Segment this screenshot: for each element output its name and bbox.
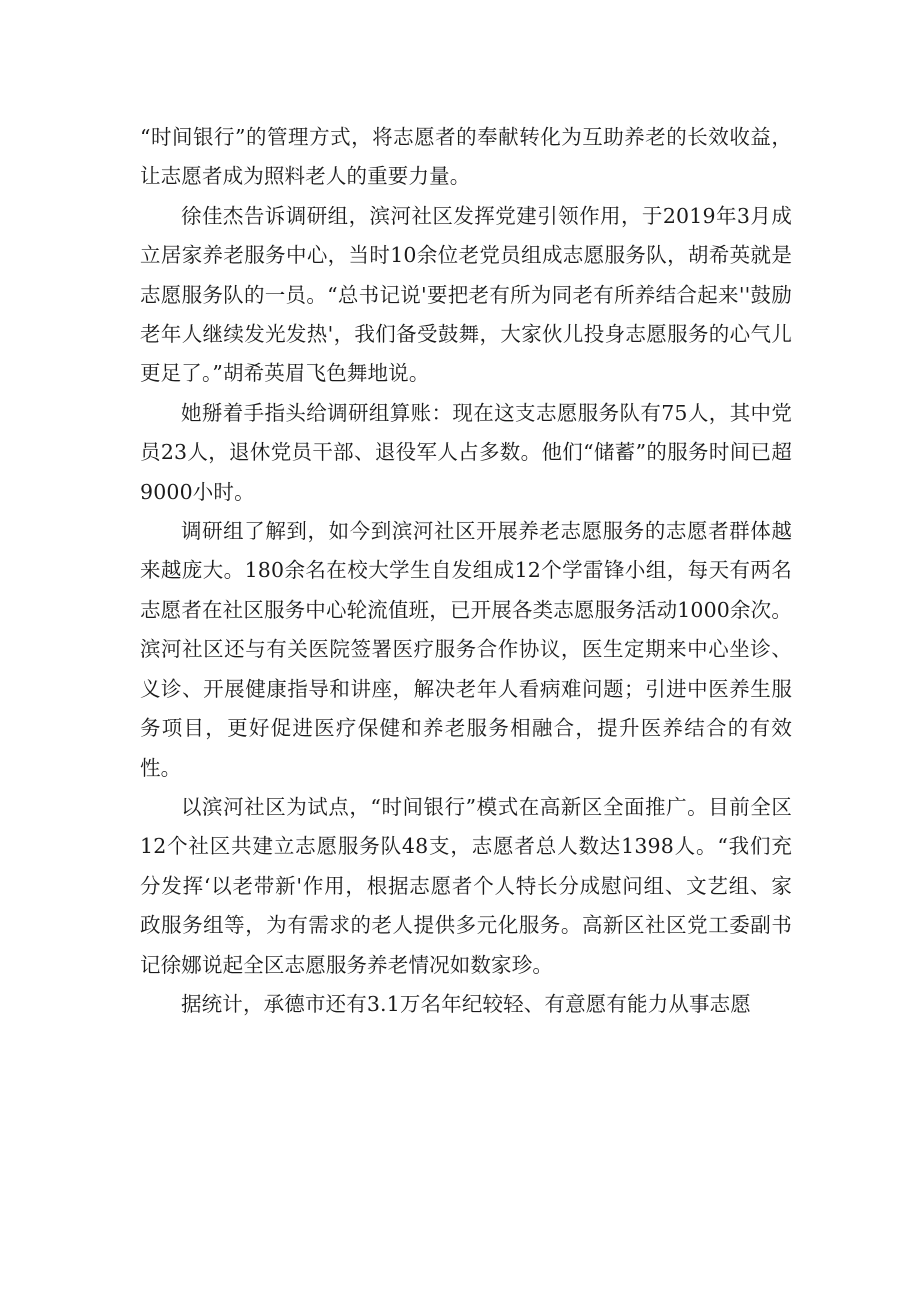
paragraph-2: 徐佳杰告诉调研组，滨河社区发挥党建引领作用，于2019年3月成立居家养老服务中心，当时10余位老党员组成志愿服务队，胡希英就是志愿服务队的一员。“总书记说'要把老有所为同老有所养结合起来''鼓励老年人继续发光发热'，我们备受鼓舞，大家伙儿投身志愿服务的心气儿更足了。”胡希英眉飞色舞地说。 <box>140 203 792 386</box>
article-body <box>140 118 792 1024</box>
paragraph-1: “时间银行”的管理方式，将志愿者的奉献转化为互助养老的长效收益，让志愿者成为照料老人的重要力量。 <box>140 125 792 189</box>
paragraph-5: 以滨河社区为试点，“时间银行”模式在高新区全面推广。目前全区12个社区共建立志愿服务队48支，志愿者总人数达1398人。“我们充分发挥‘以老带新'作用，根据志愿者个人特长分成慰问组、文艺组、家政服务组等，为有需求的老人提供多元化服务。高新区社区党工委副书记徐娜说起全区志愿服务养老情况如数家珍。 <box>140 794 792 977</box>
paragraph-3: 她掰着手指头给调研组算账：现在这支志愿服务队有75人，其中党员23人，退休党员干部、退役军人占多数。他们“储蓄”的服务时间已超9000小时。 <box>140 400 792 504</box>
paragraph-4: 调研组了解到，如今到滨河社区开展养老志愿服务的志愿者群体越来越庞大。180余名在校大学生自发组成12个学雷锋小组，每天有两名志愿者在社区服务中心轮流值班，已开展各类志愿服务活动1000余次。滨河社区还与有关医院签署医疗服务合作协议，医生定期来中心坐诊、义诊、开展健康指导和讲座，解决老年人看病难问题；引进中医养生服务项目，更好促进医疗保健和养老服务相融合，提升医养结合的有效性。 <box>140 519 792 780</box>
paragraph-6: 据统计，承德市还有3.1万名年纪较轻、有意愿有能力从事志愿 <box>181 991 751 1016</box>
